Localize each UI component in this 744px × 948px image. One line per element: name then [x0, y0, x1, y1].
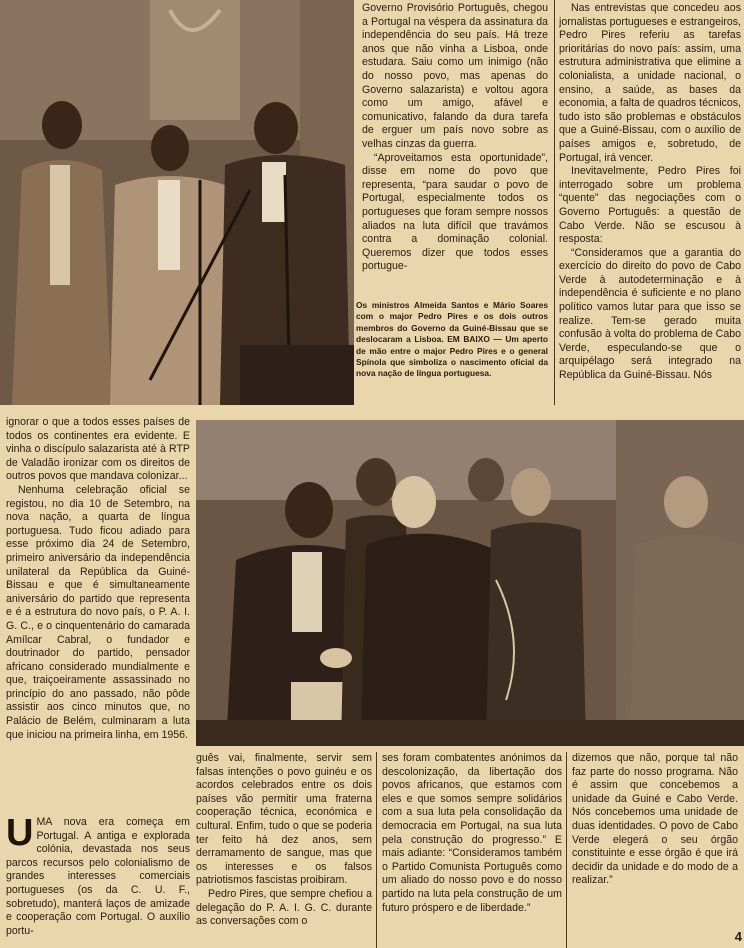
page-number: 4	[734, 929, 742, 944]
photo-caption: Os ministros Almeida Santos e Mário Soares com o major Pedro Pires e os dois outros membros do Governo da Guiné-Bissau que se deslocaram a Lisboa. EM BAIXO — Um aperto de mão entre o major Pedro Pires e o general Spínola que simboliza o nascimento oficial da nova nação de língua portuguesa.	[356, 300, 548, 379]
paragraph: Pedro Pires, que sempre chefiou a delegação do P. A. I. G. C. durante as conversações com o	[196, 887, 372, 928]
column-rule	[554, 0, 555, 405]
paragraph: Nas entrevistas que concedeu aos jornalistas portugueses e estrangeiros, Pedro Pires referiu as tarefas prioritárias do novo país: assim, uma estrutura administrativa que elimine a colonialista, a unidade nacional, o ensino, a saúde, as bases da economia, a falta de quadros técnicos, tudo isto são problemas e obstáculos que a Guiné-Bissau, com o auxílio de países amigos e, sobretudo, de Portugal, irá vencer.	[559, 2, 741, 164]
paragraph: guês vai, finalmente, servir sem falsas intenções o povo guinéu e os acordos celebrados entre os dois países vão permitir uma fraterna cooperação técnica, económica e cultural. Enfim, tudo o que se poderia ter feito há dez anos, sem derramamento de sangue, mas que os interesses e os falsos patriotismos fascistas proibiram.	[196, 752, 372, 887]
column-rule	[566, 752, 567, 948]
article-col-top-3	[559, 2, 741, 406]
paragraph: Nenhuma celebração oficial se registou, no dia 10 de Setembro, na nova nação, a quarta de língua portuguesa. Tudo ficou adiado para esse próximo dia 24 de Setembro, primeiro aniversário da independência unilateral da República da Guiné-Bissau e que é simultaneamente aniversário do partido que representa e é a estrutura do novo país, o P. A. I. G. C., e o cinquentenário do camarada Amílcar Cabral, o fundador e doutrinador do partido, pensador africano considerado mundialmente e que, traiçoeiramente assassinado no princípio do ano passado, não pôde assistir aos cinco minutos que, no Palácio de Belém, culminaram a luta que iniciou na primeira linha, em 1956.	[6, 483, 190, 741]
paragraph: Inevitavelmente, Pedro Pires foi interrogado sobre um problema “quente” das negociações com o Governo Português: a questão de Cabo Verde. Não se escusou à resposta:	[559, 165, 741, 246]
drop-cap: U	[6, 816, 34, 854]
article-col-left-new-section	[6, 816, 190, 946]
article-col-bottom-4	[572, 752, 738, 922]
paragraph: ignorar o que a todos esses países de todos os continentes era evidente. E vinha o discípulo salazarista até à RTP de Valadão ironizar com os direitos de outros povos que mandava colonizar...	[6, 416, 190, 483]
photo-delegation	[0, 0, 354, 405]
article-col-bottom-3	[382, 752, 562, 946]
article-col-left	[6, 416, 190, 812]
paragraph: “Consideramos que a garantia do exercício do direito do povo de Cabo Verde à autodeterminação e à independência é suficiente e no plano político vamos lutar para que isso se realize. Tem-se gerado muita confusão à volta do problema de Cabo Verde, especulando-se que o arquipélago será integrado na República da Guiné-Bissau. Nós	[559, 246, 741, 382]
column-rule	[376, 752, 377, 948]
photo-handshake	[196, 420, 744, 746]
paragraph: ses foram combatentes anónimos da descolonização, da libertação dos povos africanos, que estamos com eles e que somos sempre solidários com a sua luta pela consolidação da democracia em Portugal, na sua luta pela construção do progresso.” E mais adiante: “Consideramos também o Partido Comunista Português como um aliado do nosso povo e do nosso partido na luta pela construção de um futuro próspero e de liberdade.”	[382, 752, 562, 914]
paragraph: Governo Provisório Português, chegou a Portugal na véspera da assinatura da independência do seu país. Há treze anos que não vinha a Lisboa, onde estudara. Saiu como um inimigo (não do nosso povo, mas apenas do Governo salazarista) e voltou agora como um amigo, afável e comunicativo, falando da dura tarefa de erguer um país novo sobre as velhas cinzas da guerra.	[362, 2, 548, 150]
paragraph: UMA nova era começa em Portugal. A antiga e explorada colónia, devastada nos seus parcos recursos pelo colonialismo de grandes interesses comerciais portugueses (os da C. U. F., sobretudo), manterá laços de amizade e cooperação com Portugal. O auxílio portu-	[6, 816, 190, 937]
paragraph: dizemos que não, porque tal não faz parte do nosso programa. Não é assim que concebemos a unidade da Guiné e Cabo Verde. Nós concebemos uma unidade de duas identidades. O povo de Cabo Verde elegerá o seu órgão constituinte e esse órgão é que irá decidir da unidade e do modo de a realizar.”	[572, 752, 738, 887]
paragraph: “Aproveitamos esta oportunidade”, disse em nome do povo que representa, “para saudar o povo de Portugal, especialmente todos os portugueses que foram sempre nossos aliados na luta difícil que travámos contra a dominação colonial. Queremos dizer que todos esses portugue-	[362, 151, 548, 273]
article-col-bottom-2	[196, 752, 372, 946]
article-col-top-2	[362, 2, 548, 288]
